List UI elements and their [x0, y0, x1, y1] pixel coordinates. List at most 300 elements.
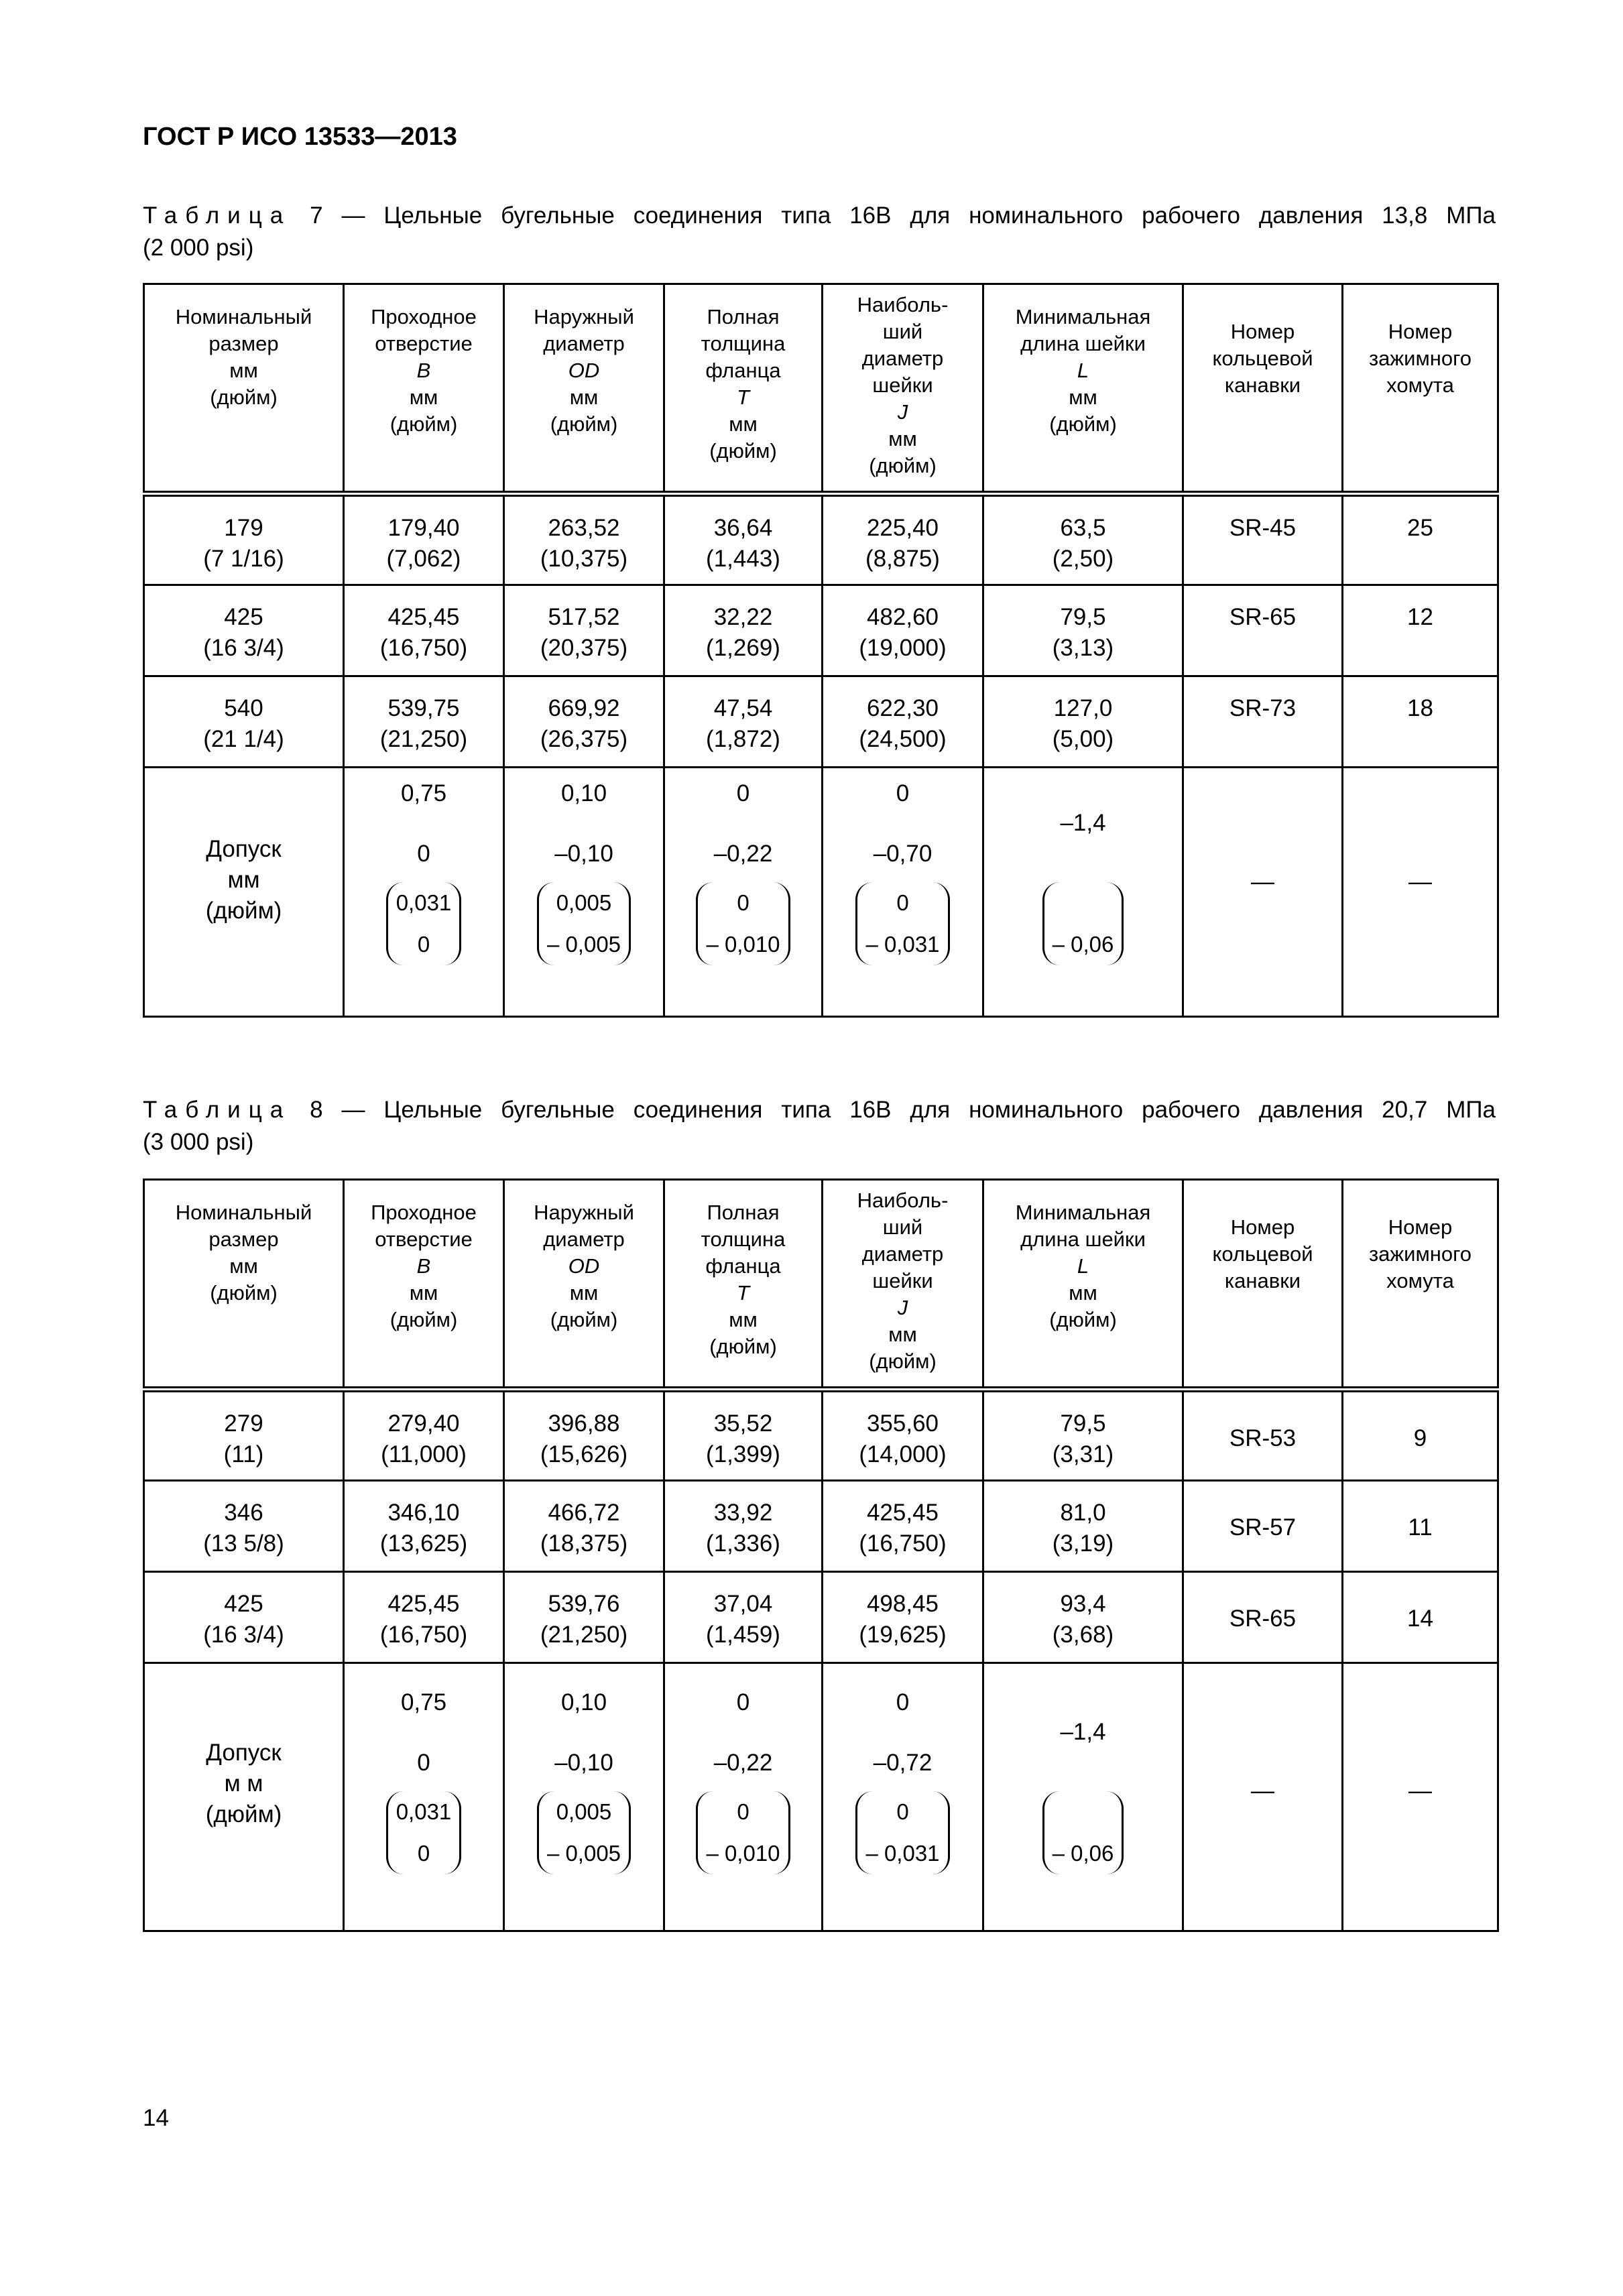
table-cell: [664, 585, 823, 676]
tolerance-bore: [344, 1663, 504, 1931]
tolerance-upper: 0,10: [560, 1689, 607, 1715]
header-outer-diameter: [504, 284, 664, 494]
header-line: Номер: [1388, 1215, 1453, 1239]
cell-value: (21,250): [379, 726, 468, 752]
cell-value: (10,375): [540, 546, 628, 572]
cell-value: 279: [224, 1410, 263, 1437]
cell-value: 47,54: [713, 695, 773, 721]
header-line: размер: [208, 1227, 279, 1251]
table-cell: [144, 494, 344, 585]
table-cell: [664, 1481, 823, 1572]
header-flange-thickness: [664, 284, 823, 494]
header-line: Наиболь-: [857, 1189, 949, 1212]
cell-value: 425,45: [387, 1591, 460, 1617]
cell-value: (11,000): [381, 1441, 467, 1467]
table-cell: [144, 585, 344, 676]
cell-value: (20,375): [540, 635, 628, 661]
header-clamp-number: [1343, 284, 1498, 494]
header-ring-groove: [1183, 284, 1343, 494]
table-cell: [664, 1572, 823, 1663]
header-line: (дюйм): [389, 1308, 458, 1331]
tolerance-lower: –0,70: [873, 841, 933, 867]
cell-value: 11: [1408, 1514, 1433, 1540]
tolerance-od: [504, 1663, 664, 1931]
header-line: Номинальный: [175, 305, 312, 328]
header-line: кольцевой: [1212, 1242, 1313, 1266]
cell-value: 127,0: [1053, 695, 1113, 721]
cell-value: (19,000): [859, 635, 947, 661]
cell-value: (7,062): [386, 546, 461, 572]
tolerance-l: [983, 1663, 1183, 1931]
tolerance-inch-bracket: [984, 1791, 1182, 1874]
header-line: хомута: [1386, 1269, 1454, 1292]
tolerance-lower: –0,10: [554, 841, 613, 867]
cell-value: (16,750): [379, 635, 468, 661]
tolerance-j: [823, 768, 983, 1017]
cell-value: 18: [1407, 695, 1433, 721]
header-line: отверстие: [375, 332, 473, 355]
tolerance-t: [664, 1663, 823, 1931]
header-line: Проходное: [371, 305, 477, 328]
cell-value: 25: [1407, 515, 1433, 541]
table-row: [144, 1390, 1498, 1481]
header-line: Номинальный: [175, 1201, 312, 1224]
tolerance-inch-upper: [1053, 882, 1114, 924]
table-cell: [1183, 585, 1343, 676]
header-line: L: [1077, 1254, 1089, 1278]
header-line: канавки: [1224, 1269, 1301, 1292]
header-flange-thickness: [664, 1180, 823, 1390]
header-line: зажимного: [1368, 1242, 1472, 1266]
tolerance-upper: –1,4: [1060, 1719, 1106, 1745]
tolerance-inch-upper: 0: [737, 890, 749, 915]
header-line: OD: [568, 1254, 600, 1278]
header-line: (дюйм): [210, 1281, 278, 1305]
cell-value: (16,750): [859, 1530, 947, 1557]
tolerance-upper: 0: [736, 1689, 750, 1715]
table-row: [144, 585, 1498, 676]
header-line: (дюйм): [1049, 1308, 1117, 1331]
tolerance-row: [144, 768, 1498, 1017]
cell-value: (16,750): [379, 1622, 468, 1648]
tolerance-inch-upper: 0,005: [556, 1799, 612, 1824]
header-line: длина шейки: [1020, 1227, 1146, 1251]
header-line: (дюйм): [709, 1335, 777, 1358]
table-cell: [664, 676, 823, 768]
table-row: [144, 676, 1498, 768]
header-line: B: [416, 359, 431, 382]
cell-value: 466,72: [548, 1500, 620, 1526]
table-7: [143, 283, 1499, 1018]
header-line: мм: [409, 1281, 438, 1305]
table-cell: [144, 1390, 344, 1481]
table-cell: [1183, 494, 1343, 585]
cell-value: 540: [224, 695, 263, 721]
cell-value: (3,19): [1052, 1530, 1114, 1557]
bracket: [696, 1791, 790, 1874]
table-cell: [144, 1572, 344, 1663]
header-line: Номер: [1230, 1215, 1295, 1239]
header-line: фланца: [705, 359, 781, 382]
caption-line2: (2 000 psi): [143, 235, 254, 261]
table-cell: [1183, 676, 1343, 768]
bracket: [855, 882, 949, 965]
tolerance-od: [504, 768, 664, 1017]
header-line: диаметр: [861, 347, 944, 370]
cell-value: (2,50): [1052, 546, 1114, 572]
header-line: шейки: [872, 1269, 933, 1292]
table-cell: [983, 494, 1183, 585]
header-bore: [344, 1180, 504, 1390]
header-line: зажимного: [1368, 347, 1472, 370]
tolerance-inch-lower: – 0,010: [706, 932, 780, 957]
header-line: T: [737, 1281, 749, 1305]
header-line: J: [897, 1296, 908, 1319]
tolerance-inch-bracket: [345, 1791, 503, 1874]
header-line: (дюйм): [1049, 412, 1117, 436]
cell-value: SR-65: [1229, 1606, 1297, 1632]
header-line: мм: [1069, 385, 1097, 409]
tolerance-inch-bracket: [665, 1791, 821, 1874]
document-code: ГОСТ Р ИСО 13533—2013: [143, 123, 457, 151]
cell-value: 669,92: [548, 695, 620, 721]
table-cell: [504, 676, 664, 768]
table-cell: [344, 676, 504, 768]
header-line: Наружный: [534, 1201, 634, 1224]
cell-value: 622,30: [866, 695, 939, 721]
table-cell: [504, 1390, 664, 1481]
caption-word: Таблица: [143, 202, 292, 229]
tolerance-row: [144, 1663, 1498, 1931]
header-line: ший: [882, 1215, 923, 1239]
header-line: мм: [888, 427, 917, 450]
header-line: (дюйм): [210, 385, 278, 409]
caption-word: Таблица: [143, 1097, 292, 1123]
tolerance-inch-lower: – 0,010: [706, 1841, 780, 1866]
header-bore: [344, 284, 504, 494]
table-cell: [1343, 1572, 1498, 1663]
table-cell: [823, 1390, 983, 1481]
cell-value: (11): [223, 1441, 264, 1467]
cell-value: (16 3/4): [203, 635, 284, 661]
header-line: шейки: [872, 373, 933, 397]
table-cell: [983, 676, 1183, 768]
tolerance-ring-dash: —: [1183, 768, 1343, 1017]
header-line: (дюйм): [389, 412, 458, 436]
cell-value: 517,52: [548, 604, 620, 630]
table-cell: [1343, 494, 1498, 585]
header-line: мм: [229, 1254, 258, 1278]
cell-value: 12: [1407, 604, 1433, 630]
cell-value: 396,88: [548, 1410, 620, 1437]
cell-value: 279,40: [387, 1410, 460, 1437]
cell-value: 37,04: [713, 1591, 773, 1617]
table-cell: [1343, 676, 1498, 768]
tolerance-clamp-dash: —: [1343, 768, 1498, 1017]
table-cell: [1343, 585, 1498, 676]
cell-value: 81,0: [1060, 1500, 1106, 1526]
tolerance-lower: 0: [417, 841, 430, 867]
table-cell: [344, 494, 504, 585]
tolerance-inch-lower: – 0,031: [865, 1841, 940, 1866]
table-cell: [823, 585, 983, 676]
cell-value: 179,40: [387, 515, 460, 541]
tolerance-lower: –0,22: [713, 841, 773, 867]
header-line: Наиболь-: [857, 293, 949, 316]
cell-value: 355,60: [866, 1410, 939, 1437]
tolerance-upper: 0: [896, 1689, 910, 1715]
cell-value: 225,40: [866, 515, 939, 541]
table-8-caption: [143, 1094, 1496, 1158]
table-cell: [823, 1572, 983, 1663]
header-line: Проходное: [371, 1201, 477, 1224]
header-line: толщина: [701, 1227, 786, 1251]
table-cell: [983, 585, 1183, 676]
table-cell: [983, 1390, 1183, 1481]
cell-value: (1,336): [706, 1530, 780, 1557]
bracket: [537, 882, 631, 965]
header-line: (дюйм): [550, 1308, 618, 1331]
header-line: мм: [229, 359, 258, 382]
cell-value: (13 5/8): [203, 1530, 284, 1557]
cell-value: SR-53: [1229, 1425, 1297, 1451]
header-line: Минимальная: [1015, 305, 1151, 328]
tolerance-inch-lower: – 0,06: [1052, 1841, 1114, 1866]
table-cell: [983, 1481, 1183, 1572]
cell-value: (21 1/4): [203, 726, 284, 752]
cell-value: (14,000): [859, 1441, 947, 1467]
cell-value: 9: [1413, 1425, 1427, 1451]
bracket: [386, 882, 462, 965]
tolerance-ring-dash: —: [1183, 1663, 1343, 1931]
table-row: [144, 494, 1498, 585]
header-line: мм: [729, 412, 758, 436]
table-cell: [1183, 1572, 1343, 1663]
cell-value: SR-57: [1229, 1514, 1297, 1540]
table-cell: [823, 1481, 983, 1572]
table-cell: [664, 494, 823, 585]
cell-value: (26,375): [540, 726, 628, 752]
header-line: отверстие: [375, 1227, 473, 1251]
page-number: 14: [143, 2105, 169, 2131]
header-line: хомута: [1386, 373, 1454, 397]
header-line: мм: [569, 1281, 599, 1305]
header-line: мм: [1069, 1281, 1097, 1305]
tolerance-inch-lower: – 0,06: [1052, 932, 1114, 957]
table-cell: [504, 585, 664, 676]
cell-value: 32,22: [713, 604, 773, 630]
cell-value: 425: [224, 604, 263, 630]
cell-value: (7 1/16): [203, 546, 284, 572]
table-cell: [504, 494, 664, 585]
cell-value: 63,5: [1060, 515, 1106, 541]
table-cell: [823, 494, 983, 585]
header-line: фланца: [705, 1254, 781, 1278]
cell-value: (1,269): [706, 635, 780, 661]
header-line: диаметр: [543, 1227, 625, 1251]
tolerance-inch-lower: 0: [417, 1841, 430, 1866]
tolerance-inch-upper: 0: [896, 1799, 909, 1824]
table-row: [144, 1481, 1498, 1572]
table-cell: [344, 1572, 504, 1663]
tolerance-inch-lower: – 0,031: [865, 932, 940, 957]
tolerance-inch-upper: 0: [896, 890, 909, 915]
header-line: (дюйм): [869, 454, 937, 477]
cell-value: 33,92: [713, 1500, 773, 1526]
table-cell: [983, 1572, 1183, 1663]
cell-value: (16 3/4): [203, 1622, 284, 1648]
tolerance-label: Допуск мм (дюйм): [144, 768, 344, 1017]
tolerance-upper: –1,4: [1060, 810, 1106, 836]
cell-value: 79,5: [1060, 1410, 1106, 1437]
tolerance-label: Допуск м м (дюйм): [144, 1663, 344, 1931]
tolerance-t: [664, 768, 823, 1017]
header-line: размер: [208, 332, 279, 355]
header-line: канавки: [1224, 373, 1301, 397]
cell-value: (5,00): [1052, 726, 1114, 752]
tolerance-inch-bracket: [665, 882, 821, 965]
cell-value: (8,875): [865, 546, 940, 572]
header-line: кольцевой: [1212, 347, 1313, 370]
cell-value: (13,625): [379, 1530, 468, 1557]
cell-value: 539,75: [387, 695, 460, 721]
cell-value: 79,5: [1060, 604, 1106, 630]
bracket: [386, 1791, 462, 1874]
header-line: мм: [729, 1308, 758, 1331]
tolerance-lower: –0,72: [873, 1750, 933, 1776]
tolerance-inch-bracket: [345, 882, 503, 965]
bracket: [696, 882, 790, 965]
table-cell: [1183, 1481, 1343, 1572]
table-header-row: [144, 284, 1498, 494]
bracket: [537, 1791, 631, 1874]
tolerance-bore: [344, 768, 504, 1017]
header-line: Полная: [707, 1201, 780, 1224]
header-nominal-size: [144, 284, 344, 494]
header-line: J: [897, 400, 908, 424]
tolerance-inch-upper: 0,031: [396, 890, 452, 915]
header-ring-groove: [1183, 1180, 1343, 1390]
table-cell: [1183, 1390, 1343, 1481]
header-neck-length: [983, 284, 1183, 494]
header-line: толщина: [701, 332, 786, 355]
caption-text: 8 — Цельные бугельные соединения типа 16В для номинального рабочего давления 20,7 МПа: [291, 1097, 1496, 1123]
cell-value: (3,31): [1052, 1441, 1114, 1467]
header-line: (дюйм): [869, 1349, 937, 1373]
header-line: Полная: [707, 305, 780, 328]
table-cell: [1343, 1481, 1498, 1572]
table-7-caption: [143, 200, 1496, 264]
tolerance-inch-lower: – 0,005: [546, 932, 621, 957]
cell-value: (19,625): [859, 1622, 947, 1648]
cell-value: (1,459): [706, 1622, 780, 1648]
cell-value: 346,10: [387, 1500, 460, 1526]
tolerance-inch-upper: 0: [737, 1799, 749, 1824]
header-hub-diameter: [823, 1180, 983, 1390]
tolerance-lower: –0,22: [713, 1750, 773, 1776]
header-line: B: [416, 1254, 431, 1278]
table-8: [143, 1179, 1499, 1932]
tolerance-upper: 0,10: [560, 780, 607, 806]
tolerance-inch-bracket: [984, 882, 1182, 965]
table-cell: [144, 1481, 344, 1572]
caption-line2: (3 000 psi): [143, 1129, 254, 1155]
cell-value: 425: [224, 1591, 263, 1617]
header-line: мм: [888, 1323, 917, 1346]
tolerance-clamp-dash: —: [1343, 1663, 1498, 1931]
cell-value: (18,375): [540, 1530, 628, 1557]
table-header-row: [144, 1180, 1498, 1390]
table-row: [144, 1572, 1498, 1663]
tolerance-inch-bracket: [505, 1791, 663, 1874]
tolerance-inch-bracket: [823, 1791, 982, 1874]
table-cell: [144, 676, 344, 768]
table-cell: [344, 1390, 504, 1481]
cell-value: 425,45: [387, 604, 460, 630]
table-cell: [344, 1481, 504, 1572]
cell-value: SR-45: [1229, 515, 1297, 541]
cell-value: (3,13): [1052, 635, 1114, 661]
cell-value: 539,76: [548, 1591, 620, 1617]
cell-value: (3,68): [1052, 1622, 1114, 1648]
header-line: (дюйм): [550, 412, 618, 436]
bracket: [1042, 882, 1124, 965]
header-line: Номер: [1230, 320, 1295, 343]
cell-value: 498,45: [866, 1591, 939, 1617]
tolerance-l: [983, 768, 1183, 1017]
tolerance-inch-lower: – 0,005: [546, 1841, 621, 1866]
caption-text: 7 — Цельные бугельные соединения типа 16В для номинального рабочего давления 13,8 МПа: [291, 202, 1496, 229]
tolerance-upper: 0: [736, 780, 750, 806]
tolerance-inch-lower: 0: [417, 932, 430, 957]
tolerance-upper: 0,75: [400, 1689, 447, 1715]
tolerance-inch-upper: 0,005: [556, 890, 612, 915]
header-line: OD: [568, 359, 600, 382]
cell-value: 425,45: [866, 1500, 939, 1526]
header-line: L: [1077, 359, 1089, 382]
table-cell: [823, 676, 983, 768]
cell-value: 346: [224, 1500, 263, 1526]
header-line: мм: [409, 385, 438, 409]
header-hub-diameter: [823, 284, 983, 494]
header-line: ший: [882, 320, 923, 343]
cell-value: (1,872): [706, 726, 780, 752]
header-line: длина шейки: [1020, 332, 1146, 355]
header-clamp-number: [1343, 1180, 1498, 1390]
table-cell: [504, 1572, 664, 1663]
tolerance-inch-upper: 0,031: [396, 1799, 452, 1824]
tolerance-inch-upper: [1053, 1791, 1114, 1833]
header-line: мм: [569, 385, 599, 409]
tolerance-upper: 0,75: [400, 780, 447, 806]
header-line: Минимальная: [1015, 1201, 1151, 1224]
cell-value: (21,250): [540, 1622, 628, 1648]
header-line: Номер: [1388, 320, 1453, 343]
cell-value: (24,500): [859, 726, 947, 752]
table-cell: [504, 1481, 664, 1572]
tolerance-inch-bracket: [823, 882, 982, 965]
cell-value: 35,52: [713, 1410, 773, 1437]
header-line: Наружный: [534, 305, 634, 328]
header-nominal-size: [144, 1180, 344, 1390]
bracket: [855, 1791, 949, 1874]
table-cell: [1343, 1390, 1498, 1481]
cell-value: (1,443): [706, 546, 780, 572]
tolerance-lower: 0: [417, 1750, 430, 1776]
cell-value: 482,60: [866, 604, 939, 630]
tolerance-inch-bracket: [505, 882, 663, 965]
tolerance-j: [823, 1663, 983, 1931]
